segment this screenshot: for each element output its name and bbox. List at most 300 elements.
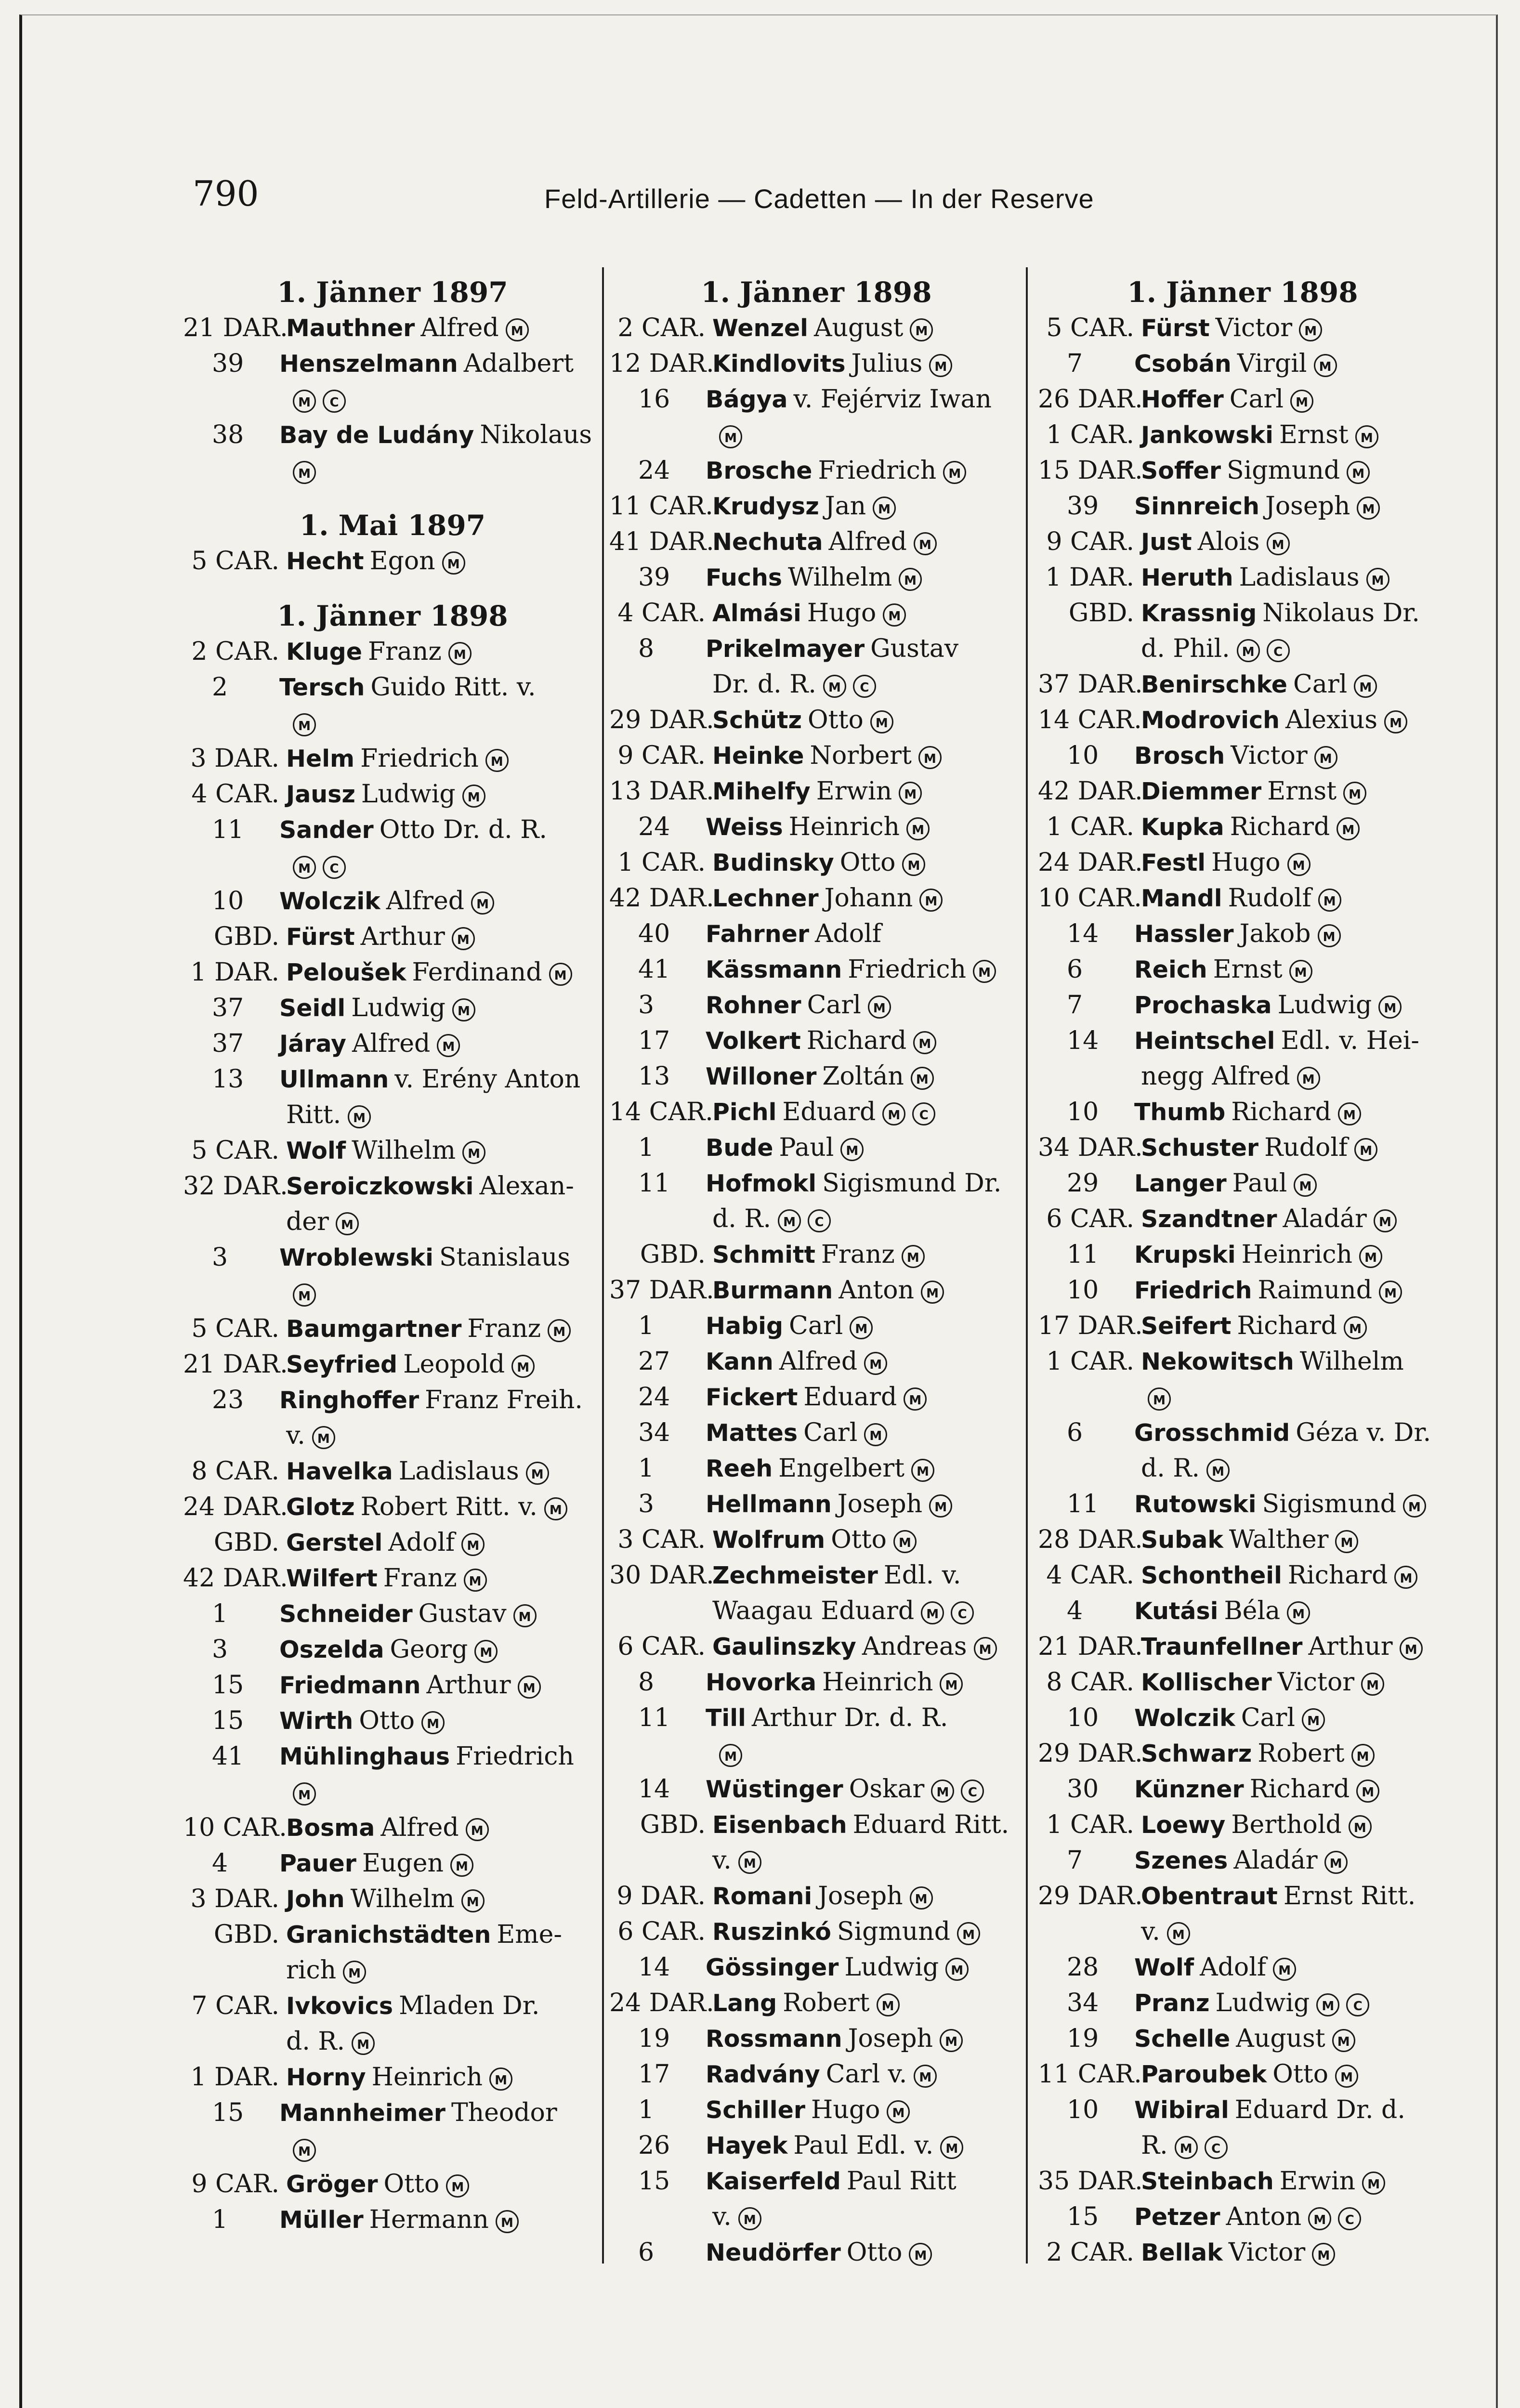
m-mark-icon: M	[474, 1640, 498, 1663]
given-name: Arthur	[426, 1671, 511, 1700]
m-mark-icon: M	[1308, 2207, 1331, 2230]
entry-text	[706, 2128, 963, 2163]
m-mark-icon: M	[957, 1922, 980, 1945]
regiment-number: 24	[638, 456, 670, 485]
regiment-number: 41	[212, 1742, 244, 1771]
continuation-text: der	[286, 1207, 329, 1236]
roster-entry	[1038, 488, 1447, 524]
regiment-number: 29 DAR.	[1038, 1882, 1143, 1911]
roster-entry	[1038, 1023, 1447, 1059]
roster-entry	[1038, 1486, 1447, 1522]
regiment-number: 2 CAR.	[191, 637, 279, 666]
roster-entry	[1038, 809, 1447, 845]
surname: Fickert	[706, 1384, 798, 1411]
regiment-number: 37 DAR.	[609, 1276, 714, 1305]
m-mark-icon: M	[974, 1637, 997, 1660]
m-mark-icon: M	[883, 603, 906, 627]
roster-entry	[609, 310, 1023, 346]
surname: Granichstädten	[286, 1921, 491, 1949]
given-name: Rudolf	[1228, 884, 1311, 913]
column-3	[1038, 275, 1447, 2270]
given-name: Alfred	[420, 314, 499, 342]
entry-text	[706, 1950, 969, 1985]
regiment-number: 5 CAR.	[191, 1314, 279, 1343]
m-mark-icon: M	[940, 2136, 963, 2159]
roster-entry	[609, 1023, 1023, 1059]
entry-text	[279, 1667, 541, 1703]
m-mark-icon: M	[902, 1245, 925, 1268]
regiment-number: 19	[1067, 2024, 1099, 2053]
roster-entry	[183, 1988, 602, 2024]
regiment-number: 5 CAR.	[1046, 314, 1134, 342]
m-mark-icon: M	[421, 1711, 445, 1734]
surname: Jankowski	[1141, 421, 1273, 449]
roster-entry	[609, 880, 1023, 916]
regiment-number: 6 CAR.	[617, 1632, 706, 1661]
entry-text	[1141, 667, 1377, 702]
given-name: Berthold	[1231, 1810, 1342, 1839]
surname: Weiss	[706, 813, 783, 841]
entry-continuation	[183, 2024, 602, 2059]
given-name: Carl v.	[826, 2060, 907, 2089]
surname: Wirth	[279, 1707, 354, 1735]
m-mark-icon: M	[293, 856, 316, 879]
regiment-number: 24	[638, 812, 670, 841]
entry-continuation	[183, 1418, 602, 1453]
given-name: Joseph	[848, 2024, 933, 2053]
given-name: Eme-	[497, 1920, 562, 1949]
m-mark-icon: M	[1374, 1209, 1397, 1232]
regiment-number: 14	[1067, 919, 1099, 948]
m-mark-icon: M	[544, 1497, 567, 1520]
surname: Schwarz	[1141, 1740, 1252, 1767]
roster-entry	[1038, 560, 1447, 595]
surname: Mihelfy	[712, 778, 811, 805]
regiment-number: 3	[638, 991, 655, 1020]
entry-text	[1141, 524, 1290, 560]
entry-text	[286, 1810, 489, 1845]
c-mark-icon: C	[1338, 2207, 1361, 2230]
regiment-number: 34	[638, 1418, 670, 1447]
given-name: Richard	[1249, 1775, 1350, 1804]
m-mark-icon: M	[911, 1459, 934, 1482]
roster-entry	[609, 1878, 1023, 1914]
given-name: Alfred	[352, 1029, 431, 1058]
m-mark-icon: M	[719, 1744, 742, 1767]
given-name: Eduard Ritt.	[852, 1810, 1009, 1839]
regiment-number: 1 DAR.	[190, 2063, 279, 2092]
entry-text	[279, 1632, 498, 1667]
surname: Gaulinszky	[712, 1633, 856, 1661]
regiment-number: 3	[212, 1243, 228, 1272]
m-mark-icon: M	[1362, 2172, 1385, 2195]
entry-text	[1134, 1843, 1348, 1878]
roster-entry	[609, 2235, 1023, 2270]
given-name: Guido Ritt. v.	[370, 673, 536, 702]
roster-entry	[1038, 1201, 1447, 1237]
regiment-number: 10	[1067, 1276, 1099, 1305]
entry-text	[1134, 2199, 1361, 2235]
roster-entry	[609, 524, 1023, 560]
entry-text	[712, 1094, 935, 1130]
entry-text	[712, 773, 922, 809]
entry-text	[712, 1237, 925, 1272]
given-name: Carl	[807, 991, 861, 1020]
given-name: Adolf	[388, 1528, 455, 1557]
roster-entry	[609, 1914, 1023, 1950]
given-name: Ladislaus	[1239, 563, 1360, 592]
entry-text	[1141, 1878, 1415, 1914]
regiment-number: 9 CAR.	[191, 2170, 279, 2199]
roster-entry	[609, 1486, 1023, 1522]
surname: Seyfried	[286, 1351, 398, 1378]
given-name: Friedrich	[456, 1742, 574, 1771]
given-name: Otto	[846, 2238, 903, 2267]
regiment-number: 9 DAR.	[616, 1882, 706, 1911]
regiment-number: 4 CAR.	[1046, 1561, 1134, 1590]
regiment-number: 14	[638, 1953, 670, 1982]
entry-text	[1141, 2056, 1358, 2092]
given-name: Adolf	[1200, 1953, 1267, 1982]
regiment-number: 19	[638, 2024, 670, 2053]
surname: Bágya	[706, 386, 788, 413]
m-mark-icon: M	[437, 1034, 460, 1057]
given-name: Carl	[1229, 385, 1284, 414]
regiment-number: 26	[638, 2131, 670, 2160]
surname: Fahrner	[706, 920, 809, 948]
date-heading: 1. Jänner 1898	[701, 276, 932, 309]
entry-text	[1134, 2092, 1405, 2128]
surname: Seidl	[279, 995, 346, 1022]
given-name: Jakob	[1239, 919, 1311, 948]
m-mark-icon: M	[910, 1886, 933, 1910]
surname: Wüstinger	[706, 1776, 843, 1803]
given-name: Engelbert	[778, 1454, 905, 1483]
regiment-number: 9 CAR.	[617, 741, 706, 770]
surname: Zechmeister	[712, 1562, 878, 1589]
regiment-number: 37 DAR.	[1038, 670, 1143, 699]
regiment-number: 40	[638, 919, 670, 948]
c-mark-icon: C	[323, 856, 346, 879]
entry-text	[286, 1347, 535, 1382]
given-name: Arthur	[360, 922, 445, 951]
column-divider	[602, 267, 604, 2264]
continuation-text: d. R.	[712, 1204, 772, 1233]
regiment-number: 15	[212, 2098, 244, 2127]
regiment-number: 30	[1067, 1775, 1099, 1804]
m-mark-icon: M	[1359, 1245, 1382, 1268]
surname: Benirschke	[1141, 671, 1288, 698]
entry-continuation	[609, 1736, 1023, 1771]
surname: Friedrich	[1134, 1277, 1252, 1304]
m-mark-icon: M	[1294, 1174, 1317, 1197]
surname: Glotz	[286, 1493, 355, 1521]
entry-continuation	[183, 848, 602, 883]
roster-entry	[183, 990, 602, 1026]
roster-entry	[609, 702, 1023, 738]
regiment-number: 39	[212, 349, 244, 378]
c-mark-icon: C	[808, 1209, 831, 1232]
roster-entry	[183, 1810, 602, 1845]
m-mark-icon: M	[506, 318, 529, 341]
given-name: Otto	[383, 2170, 440, 2199]
regiment-number: 5 CAR.	[191, 547, 279, 576]
entry-text	[706, 2021, 963, 2056]
entry-text	[1134, 1486, 1426, 1522]
surname: Neudörfer	[706, 2239, 841, 2266]
regiment-number: 4	[1067, 1597, 1083, 1625]
m-mark-icon: M	[1314, 746, 1337, 769]
surname: Bay de Ludány	[279, 421, 474, 449]
m-mark-icon: M	[1175, 2136, 1198, 2159]
regiment-number: 8 CAR.	[191, 1457, 279, 1486]
given-name: Ernst Ritt.	[1283, 1882, 1416, 1911]
m-mark-icon: M	[877, 1993, 900, 2016]
roster-entry	[1038, 1736, 1447, 1771]
m-mark-icon: M	[513, 1604, 537, 1627]
entry-text	[279, 1240, 570, 1275]
roster-entry	[1038, 1094, 1447, 1130]
roster-entry	[1038, 1344, 1447, 1379]
roster-entry	[609, 381, 1023, 417]
regiment-number: 10 CAR.	[183, 1813, 287, 1842]
roster-entry	[183, 1596, 602, 1632]
surname: Prochaska	[1134, 992, 1272, 1019]
given-name: Géza v. Dr.	[1296, 1418, 1431, 1447]
m-mark-icon: M	[471, 891, 494, 915]
m-mark-icon: M	[882, 1102, 905, 1125]
regiment-number: 3 DAR.	[190, 1885, 279, 1913]
regiment-number: 24	[638, 1383, 670, 1412]
m-mark-icon: M	[489, 2068, 512, 2091]
m-mark-icon: M	[940, 2029, 963, 2052]
m-mark-icon: M	[312, 1426, 335, 1449]
surname: Ruszinkó	[712, 1918, 831, 1946]
entry-text	[286, 1133, 485, 1168]
entry-text	[706, 2092, 910, 2128]
m-mark-icon: M	[461, 1889, 485, 1912]
m-mark-icon: M	[909, 2243, 932, 2266]
surname: Kann	[706, 1348, 773, 1375]
m-mark-icon: M	[873, 497, 896, 520]
given-name: Franz Freih.	[425, 1386, 583, 1414]
roster-entry	[1038, 1629, 1447, 1664]
given-name: Wilhelm	[350, 1885, 455, 1913]
regiment-number: 9 CAR.	[1046, 527, 1134, 556]
given-name: Sigmund	[837, 1917, 951, 1946]
given-name: Theodor	[451, 2098, 557, 2127]
roster-entry	[1038, 1807, 1447, 1843]
roster-entry	[1038, 1308, 1447, 1344]
m-mark-icon: M	[485, 749, 509, 772]
given-name: Friedrich	[848, 955, 966, 984]
entry-text	[286, 919, 475, 955]
surname: Schontheil	[1141, 1562, 1282, 1589]
roster-entry	[1038, 1522, 1447, 1557]
m-mark-icon: M	[1318, 889, 1341, 912]
entry-text	[706, 2056, 937, 2092]
entry-text	[1141, 595, 1420, 631]
regiment-number: 35 DAR.	[1038, 2167, 1143, 2196]
roster-entry	[183, 2059, 602, 2095]
regiment-number: 1 CAR.	[1046, 1347, 1134, 1376]
surname: Burmann	[712, 1277, 833, 1304]
m-mark-icon: M	[348, 1105, 371, 1128]
given-name: Friedrich	[360, 744, 479, 773]
roster-entry	[1038, 2163, 1447, 2199]
given-name: Mladen Dr.	[399, 1991, 540, 2020]
continuation-text: Waagau Eduard	[712, 1597, 915, 1625]
continuation-text: rich	[286, 1956, 337, 1985]
surname: Langer	[1134, 1170, 1227, 1197]
roster-entry	[183, 883, 602, 919]
entry-text	[286, 1453, 549, 1489]
entry-continuation	[1038, 1451, 1447, 1486]
roster-entry	[1038, 417, 1447, 453]
regiment-number: 17	[638, 1026, 670, 1055]
roster-entry	[183, 417, 602, 453]
roster-entry	[1038, 845, 1447, 880]
surname: Brosch	[1134, 742, 1225, 770]
m-mark-icon: M	[904, 1387, 927, 1411]
roster-entry	[609, 773, 1023, 809]
given-name: Ladislaus	[398, 1457, 519, 1486]
surname: Kluge	[286, 638, 362, 666]
m-mark-icon: M	[1355, 425, 1378, 448]
given-name: Paul Ritt	[846, 2167, 957, 2196]
given-name: Robert Ritt. v.	[360, 1492, 537, 1521]
regiment-number: 8	[638, 634, 655, 663]
regiment-number: 7	[1067, 991, 1083, 1020]
entry-continuation	[183, 2131, 602, 2166]
entry-text	[706, 1664, 963, 1700]
m-mark-icon: M	[1287, 1601, 1310, 1624]
entry-text	[706, 1308, 873, 1344]
surname: Thumb	[1134, 1099, 1226, 1126]
surname: Pichl	[712, 1099, 777, 1126]
roster-entry	[609, 1950, 1023, 1985]
entry-text	[1141, 310, 1322, 346]
surname: Mandl	[1141, 885, 1222, 912]
given-name: August	[1236, 2024, 1325, 2053]
entry-continuation	[183, 705, 602, 741]
roster-entry	[609, 987, 1023, 1023]
c-mark-icon: C	[1267, 639, 1290, 662]
surname: Hellmann	[706, 1491, 832, 1518]
entry-text	[1141, 2235, 1335, 2270]
entry-text	[712, 1557, 961, 1593]
surname: Grosschmid	[1134, 1419, 1290, 1447]
regiment-number: 7	[1067, 349, 1083, 378]
given-name: Aladár	[1283, 1204, 1367, 1233]
surname: Prikelmayer	[706, 635, 865, 663]
roster-entry	[1038, 1771, 1447, 1807]
entry-text	[1141, 1308, 1367, 1344]
roster-entry	[1038, 310, 1447, 346]
m-mark-icon: M	[973, 960, 996, 983]
roster-entry	[1038, 1843, 1447, 1878]
surname: Gerstel	[286, 1529, 383, 1557]
roster-entry	[609, 1415, 1023, 1451]
given-name: Otto	[359, 1706, 415, 1735]
given-name: Stanislaus	[439, 1243, 571, 1272]
given-name: Wilhelm	[1299, 1347, 1404, 1376]
given-name: Sigismund Dr.	[822, 1169, 1002, 1198]
given-name: Wilhelm	[788, 563, 892, 592]
regiment-number: 10	[1067, 1703, 1099, 1732]
regiment-number: 26 DAR.	[1038, 385, 1143, 414]
c-mark-icon: C	[912, 1102, 935, 1125]
m-mark-icon: M	[868, 995, 891, 1019]
m-mark-icon: M	[461, 1533, 485, 1556]
given-name: Friedrich	[818, 456, 937, 485]
continuation-text: v.	[712, 2202, 732, 2231]
entry-text	[712, 1985, 900, 2021]
surname: Nechuta	[712, 528, 823, 556]
m-mark-icon: M	[778, 1209, 801, 1232]
entry-continuation	[183, 1952, 602, 1988]
roster-entry	[183, 669, 602, 705]
m-mark-icon: M	[738, 1851, 761, 1874]
entry-text	[279, 346, 574, 381]
m-mark-icon: M	[864, 1423, 887, 1446]
surname: Rutowski	[1134, 1491, 1257, 1518]
column-2	[609, 275, 1023, 2270]
m-mark-icon: M	[548, 1319, 571, 1342]
regiment-number: 27	[638, 1347, 670, 1376]
regiment-number: 6 CAR.	[1046, 1204, 1134, 1233]
regiment-number: 24 DAR.	[1038, 848, 1143, 877]
entry-text	[286, 1560, 487, 1596]
m-mark-icon: M	[452, 998, 475, 1021]
entry-text	[1134, 1593, 1310, 1629]
m-mark-icon: M	[902, 853, 925, 876]
entry-text	[1134, 488, 1380, 524]
regiment-number: 11 CAR.	[1038, 2060, 1142, 2089]
entry-text	[706, 1415, 887, 1451]
given-name: Erwin	[1279, 2167, 1356, 2196]
entry-continuation	[609, 417, 1023, 453]
entry-text	[706, 952, 996, 987]
given-name: Eduard	[782, 1098, 876, 1126]
column-divider	[1026, 267, 1028, 2264]
m-mark-icon: M	[446, 2174, 469, 2198]
roster-entry	[183, 1061, 602, 1097]
given-name: Ludwig	[1277, 991, 1372, 1020]
surname: Pauer	[279, 1850, 356, 1877]
entry-text	[279, 669, 536, 705]
page-number: 790	[193, 173, 259, 214]
m-mark-icon: M	[945, 1958, 969, 1981]
regiment-number: 23	[212, 1386, 244, 1414]
entry-text	[1134, 1094, 1361, 1130]
surname: Krudysz	[712, 493, 819, 520]
continuation-text: v.	[1141, 1917, 1160, 1946]
m-mark-icon: M	[1167, 1922, 1190, 1945]
entry-text	[279, 812, 547, 848]
m-mark-icon: M	[352, 2032, 375, 2055]
surname: Ringhoffer	[279, 1387, 419, 1414]
surname: Jausz	[286, 781, 355, 808]
regiment-number: 4 CAR.	[617, 599, 706, 628]
m-mark-icon: M	[1287, 853, 1310, 876]
given-name: Nikolaus	[480, 420, 592, 449]
given-name: Otto	[808, 706, 864, 734]
given-name: Erwin	[816, 777, 892, 806]
entry-text	[706, 987, 891, 1023]
given-name: Alois	[1197, 527, 1260, 556]
given-name: Otto Dr. d. R.	[379, 815, 547, 844]
